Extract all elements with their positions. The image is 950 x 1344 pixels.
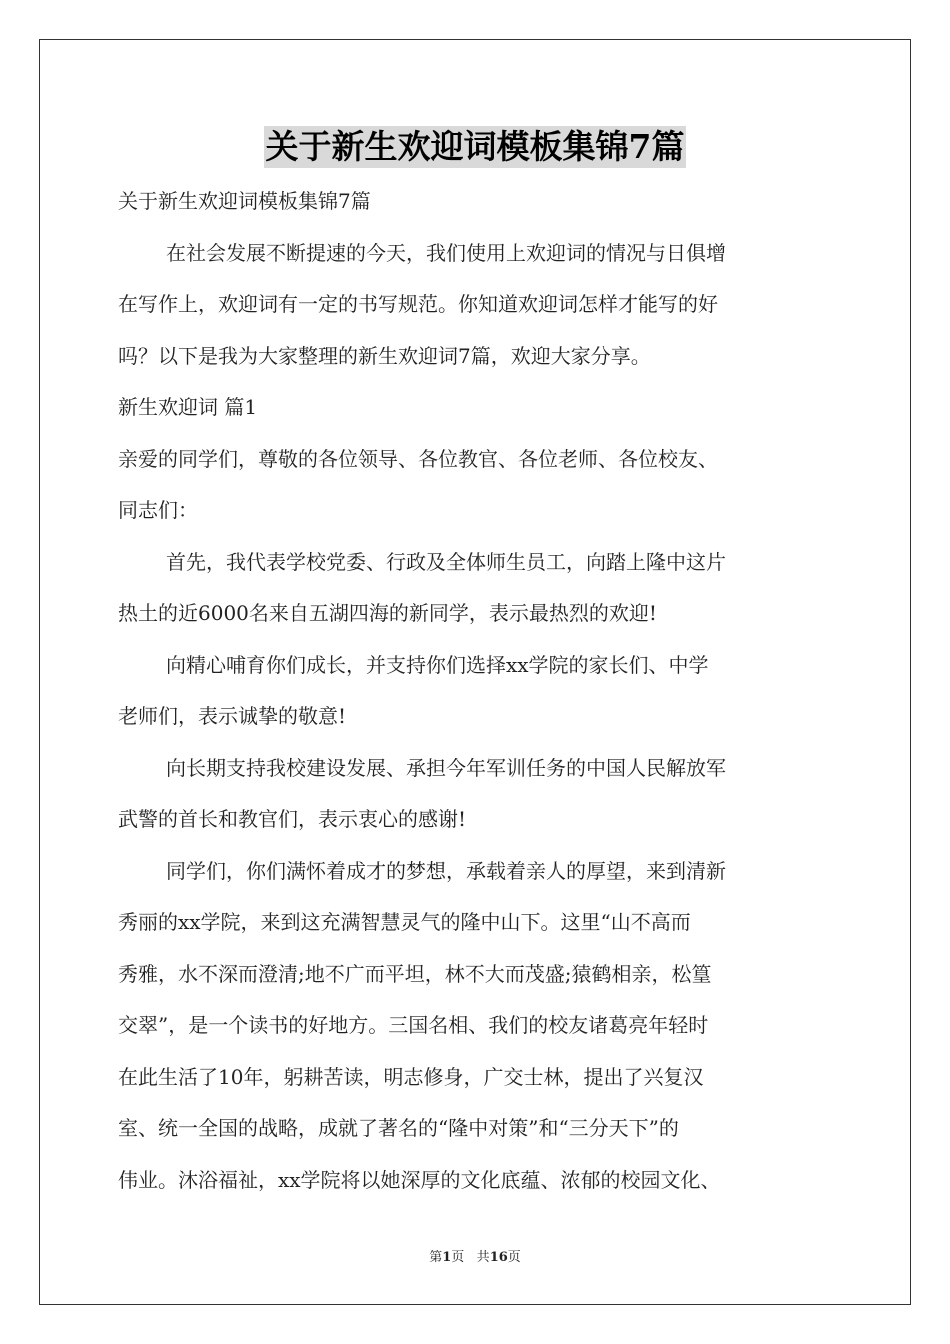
text-line: 在此生活了10年，躬耕苦读，明志修身，广交士林，提出了兴复汉 <box>118 1064 704 1089</box>
page-footer <box>0 1246 950 1265</box>
document-title: 关于新生欢迎词模板集锦7篇 <box>265 127 685 166</box>
text-line: 亲爱的同学们，尊敬的各位领导、各位教官、各位老师、各位校友、 <box>118 446 718 471</box>
text-line: 在社会发展不断提速的今天，我们使用上欢迎词的情况与日俱增 <box>166 240 726 265</box>
document-body <box>118 176 834 1206</box>
text-line: 首先，我代表学校党委、行政及全体师生员工，向踏上隆中这片 <box>166 549 726 574</box>
text-line: 关于新生欢迎词模板集锦7篇 <box>118 189 371 213</box>
text-line: 热土的近6000名来自五湖四海的新同学，表示最热烈的欢迎! <box>118 601 657 625</box>
text-line: 向精心哺育你们成长，并支持你们选择xx学院的家长们、中学 <box>166 652 709 677</box>
text-line: 武警的首长和教官们，表示衷心的感谢! <box>118 807 467 831</box>
text-line: 秀雅，水不深而澄清;地不广而平坦，林不大而茂盛;猿鹤相亲，松篁 <box>118 961 712 986</box>
total-suffix: 页 <box>507 1250 521 1265</box>
text-line: 新生欢迎词 篇1 <box>118 395 258 419</box>
page-total: 16 <box>489 1250 508 1265</box>
text-line: 秀丽的xx学院，来到这充满智慧灵气的隆中山下。这里“山不高而 <box>118 910 691 934</box>
title-container <box>0 126 950 168</box>
text-line: 吗？以下是我为大家整理的新生欢迎词7篇，欢迎大家分享。 <box>118 343 651 368</box>
total-prefix: 共 <box>476 1250 490 1265</box>
text-line: 交翠”，是一个读书的好地方。三国名相、我们的校友诸葛亮年轻时 <box>118 1013 709 1037</box>
text-line: 向长期支持我校建设发展、承担今年军训任务的中国人民解放军 <box>166 755 726 780</box>
page-prefix: 第 <box>429 1250 443 1265</box>
page-current: 1 <box>442 1250 452 1265</box>
text-line: 同志们： <box>118 498 198 522</box>
text-line: 伟业。沐浴福祉，xx学院将以她深厚的文化底蕴、浓郁的校园文化、 <box>118 1167 721 1192</box>
page-suffix: 页 <box>451 1250 465 1265</box>
text-line: 同学们，你们满怀着成才的梦想，承载着亲人的厚望，来到清新 <box>166 858 726 883</box>
text-line: 老师们，表示诚挚的敬意! <box>118 704 347 728</box>
text-line: 在写作上，欢迎词有一定的书写规范。你知道欢迎词怎样才能写的好 <box>118 292 718 316</box>
text-line: 室、统一全国的战略，成就了著名的“隆中对策”和“三分天下”的 <box>118 1116 679 1140</box>
